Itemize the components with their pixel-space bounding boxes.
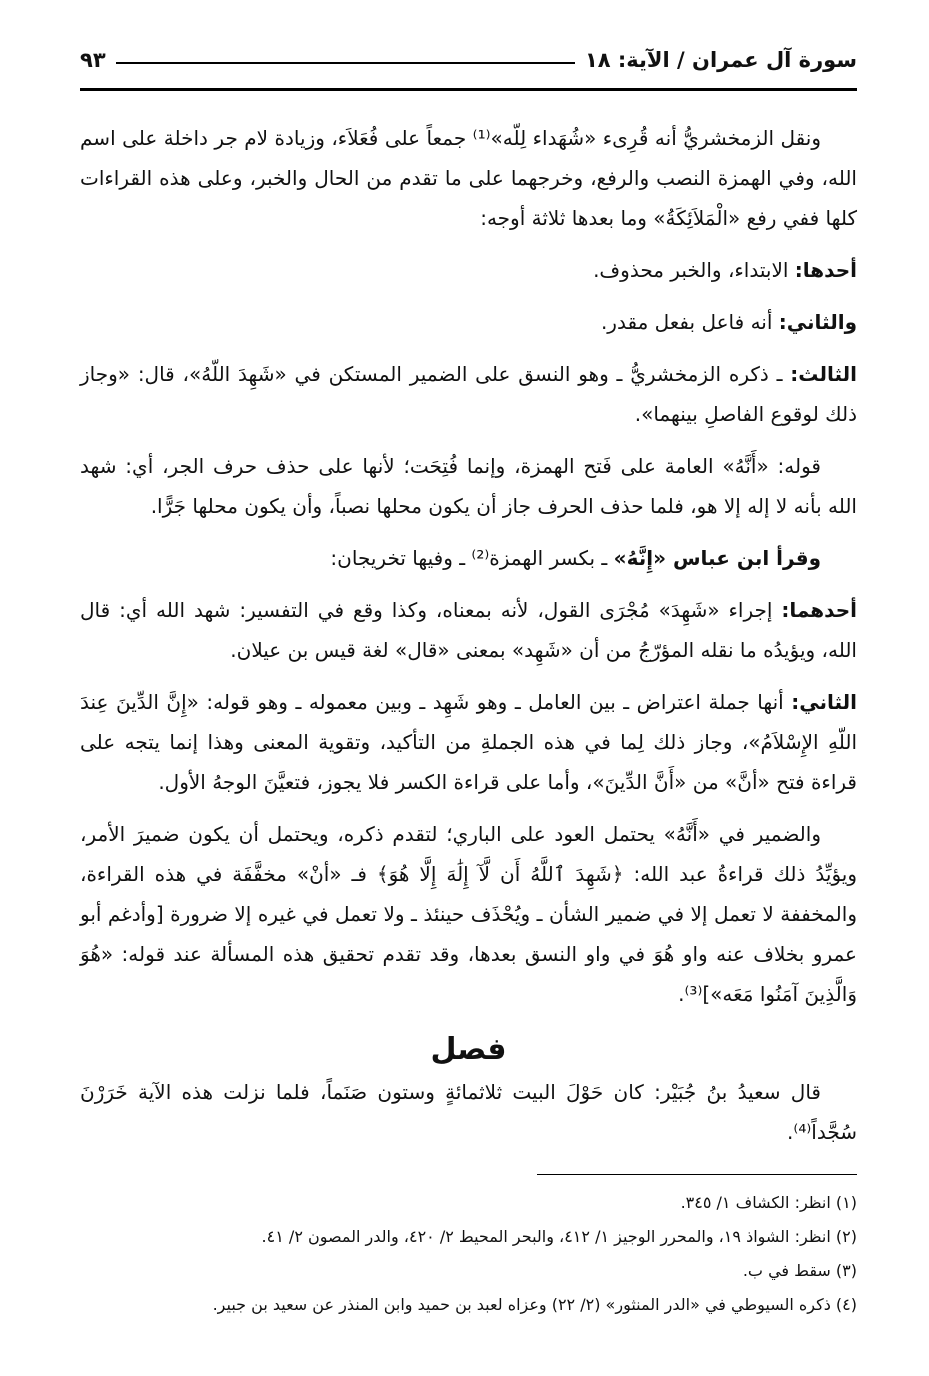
main-text — [80, 118, 857, 1164]
paragraph-lead: وقرأ ابن عباس «إِنَّهُ» — [613, 546, 821, 570]
paragraph — [80, 682, 857, 802]
paragraph — [80, 590, 857, 670]
paragraph-text: الابتداء، والخبر محذوف. — [593, 258, 795, 282]
section-heading: فصل — [430, 1032, 507, 1067]
paragraph-lead: الثاني: — [791, 690, 857, 714]
paragraph-lead: أحدها: — [794, 258, 857, 282]
paragraph — [80, 354, 857, 434]
footnote: (٤) ذكره السيوطي في «الدر المنثور» (٢/ ٢٢) وعزاه لعبد بن حميد وابن المنذر عن سعيد بن جبير. — [212, 1295, 857, 1314]
footnote: (٢) انظر: الشواذ ١٩، والمحرر الوجيز ١/ ٤١٢، والبحر المحيط ٢/ ٤٢٠، والدر المصون ٢/ ٤١. — [261, 1227, 857, 1246]
paragraph-lead: الثالث: — [790, 362, 857, 386]
page-number: ٩٣ — [80, 48, 106, 72]
paragraph: قال سعيدُ بنُ جُبَيْر: كان حَوْلَ البيت ثلاثمائةٍ وستون صَنَماً، فلما نزلت هذه الآية خَرَرْنَ سُجَّداً⁽⁴⁾. — [80, 1080, 857, 1144]
footnote-rule — [537, 1174, 857, 1175]
header-rule — [80, 88, 857, 91]
paragraph-lead: والثاني: — [778, 310, 857, 334]
paragraph — [80, 302, 857, 342]
paragraph-text: أنه فاعل بفعل مقدر. — [600, 310, 779, 334]
paragraph-text: إجراء «شَهِدَ» مُجْرَى القول، لأنه بمعناه، وكذا وقع في التفسير: شهد الله أي: قال الله، ويؤيدُه ما نقله المؤرّجُ من أن «شَهِد» بمعنى «قال» لغة قيس بن عيلان. — [80, 598, 857, 662]
paragraph — [80, 250, 857, 290]
paragraph: قوله: «أَنَّهُ» العامة على فَتح الهمزة، وإنما فُتِحَت؛ لأنها على حذف حرف الجر، أي: شهد الله بأنه لا إله إلا هو، فلما حذف الحرف جاز أن يكون محلها نصباً، وأن يكون محلها جَرًّا. — [80, 454, 857, 518]
footnote: (١) انظر: الكشاف ١/ ٣٤٥. — [680, 1193, 857, 1212]
paragraph-text: ـ بكسر الهمزة⁽²⁾ ـ وفيها تخريجان: — [330, 546, 614, 570]
header-line — [116, 62, 575, 64]
paragraph-text: ـ ذكره الزمخشريُّ ـ وهو النسق على الضمير المستكن في «شَهِدَ اللّهُ»، قال: «وجاز ذلك لوقوع الفاصلِ بينهما». — [80, 362, 857, 426]
surah-title: سورة آل عمران / الآية: ١٨ — [584, 48, 857, 72]
paragraph-text: أنها جملة اعتراض ـ بين العامل ـ وهو شَهِد ـ وبين معموله ـ وهو قوله: «إِنَّ الدِّينَ عِندَ اللّهِ الإِسْلاَمُ»، وجاز ذلك لِما في هذه الجملةِ من التأكيد، وتقوية المعنى وهذا إنما يتجه على قراءة فتح «أنَّ» من «أَنَّ الدِّينَ»، وأما على قراءة الكسر فلا يجوز، فتعيَّنَ الوجهُ الأول. — [80, 690, 857, 794]
footnotes — [120, 1186, 857, 1322]
paragraph: والضمير في «أَنَّهُ» يحتمل العود على الباري؛ لتقدم ذكره، ويحتمل أن يكون ضميرَ الأمر، ويؤيِّدُ ذلك قراءةُ عبد الله: ﴿شَهِدَ ٱللَّهُ أَن لَّآ إِلَٰهَ إِلَّا هُوَ﴾ فـ «أنْ» مخفَّفَة في هذه القراءة، والمخففة لا تعمل إلا في ضمير الشأن ـ ويُحْذَف حينئذ ـ ولا تعمل في غيره إلا ضرورة [وأدغم أبو عمرو بخلاف عنه واو هُوَ في واو النسق بعدها، وقد تقدم تحقيق هذه المسألة عند قوله: «هُوَ وَالَّذِينَ آمَنُوا مَعَه»]⁽³⁾. — [80, 822, 857, 1006]
paragraph-lead: أحدهما: — [781, 598, 857, 622]
footnote: (٣) سقط في ب. — [742, 1261, 857, 1280]
running-header — [80, 50, 857, 71]
paragraph — [80, 538, 857, 578]
paragraph: ونقل الزمخشريُّ أنه قُرِىء «شُهَداء لِلّه»⁽¹⁾ جمعاً على فُعَلاَء، وزيادة لام جر داخلة على اسم الله، وفي الهمزة النصب والرفع، وخرجهما على ما تقدم من الحال والخبر، وعلى هذه القراءات كلها ففي رفع «الْمَلاَئِكَةُ» وما بعدها ثلاثة أوجه: — [80, 126, 857, 230]
